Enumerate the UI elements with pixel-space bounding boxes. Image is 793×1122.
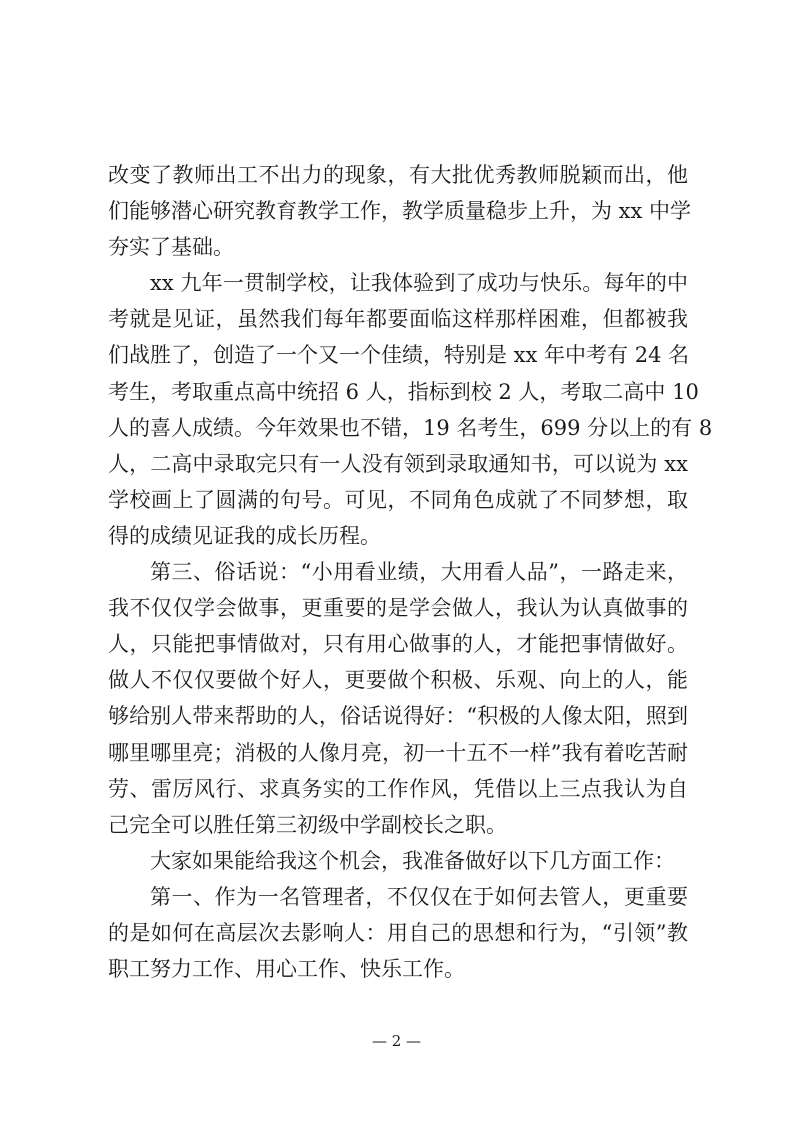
text-line: 夯实了基础。 — [108, 235, 234, 260]
text-line: 够给别人带来帮助的人，俗话说得好：“积极的人像太阳，照到 — [108, 704, 688, 729]
text-line: 人，只能把事情做对，只有用心做事的人，才能把事情做好。 — [108, 632, 688, 657]
text-line: 劳、雷厉风行、求真务实的工作作风，凭借以上三点我认为自 — [108, 776, 688, 801]
text-line: 人，二高中录取完只有一人没有领到录取通知书，可以说为 xx — [108, 451, 688, 476]
paragraph — [108, 157, 692, 265]
paragraph — [108, 554, 688, 843]
document-body — [108, 157, 713, 987]
page-number: — 2 — — [371, 1032, 422, 1050]
text-line: 得的成绩见证我的成长历程。 — [108, 523, 381, 548]
text-line: 们能够潜心研究教育教学工作，教学质量稳步上升，为 xx 中学 — [108, 199, 692, 224]
text-line: 第三、俗话说：“小用看业绩，大用看人品”，一路走来， — [150, 560, 688, 585]
paragraph — [108, 843, 688, 879]
text-line: 学校画上了圆满的句号。可见，不同角色成就了不同梦想，取 — [108, 487, 688, 512]
text-line: 哪里哪里亮；消极的人像月亮，初一十五不一样”我有着吃苦耐 — [108, 740, 688, 765]
paragraph — [108, 879, 688, 987]
text-line: 们战胜了，创造了一个又一个佳绩，特别是 xx 年中考有 24 名 — [108, 343, 690, 368]
text-line: xx 九年一贯制学校，让我体验到了成功与快乐。每年的中 — [150, 271, 688, 296]
text-line: 的是如何在高层次去影响人：用自己的思想和行为，“引领”教 — [108, 920, 688, 945]
paragraph — [108, 265, 713, 554]
text-line: 大家如果能给我这个机会，我准备做好以下几方面工作： — [150, 848, 675, 873]
text-line: 己完全可以胜任第三初级中学副校长之职。 — [108, 812, 507, 837]
text-line: 做人不仅仅要做个好人，更要做个积极、乐观、向上的人，能 — [108, 668, 688, 693]
text-line: 考就是见证，虽然我们每年都要面临这样那样困难，但都被我 — [108, 307, 688, 332]
text-line: 我不仅仅学会做事，更重要的是学会做人，我认为认真做事的 — [108, 596, 688, 621]
text-line: 第一、作为一名管理者，不仅仅在于如何去管人，更重要 — [150, 884, 688, 909]
text-line: 考生，考取重点高中统招 6 人，指标到校 2 人，考取二高中 10 — [108, 379, 699, 404]
text-line: 职工努力工作、用心工作、快乐工作。 — [108, 957, 465, 982]
text-line: 人的喜人成绩。今年效果也不错，19 名考生，699 分以上的有 8 — [108, 415, 713, 440]
text-line: 改变了教师出工不出力的现象，有大批优秀教师脱颖而出，他 — [108, 163, 688, 187]
